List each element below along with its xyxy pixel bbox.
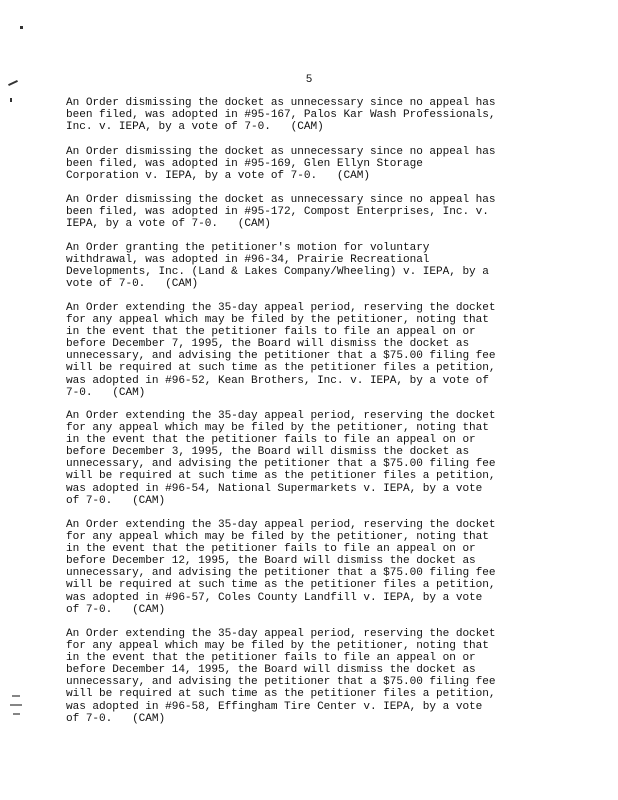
order-paragraph: An Order extending the 35-day appeal period, reserving the docket for any appeal which may be filed by the petitioner, noting that in the event that the petitioner fails to file an appeal on or before December 12, 1995, the Board will dismiss the docket as unnecessary, and advising the petitioner that a $75.00 filing fee will be required at such time as the petitioner files a petition, was adopted in #96-57, Coles County Landfill v. IEPA, by a vote of 7-0. (CAM)	[66, 519, 496, 616]
scan-speck	[13, 713, 20, 715]
order-paragraph: An Order dismissing the docket as unnecessary since no appeal has been filed, was adopted in #95-172, Compost Enterprises, Inc. v. IEPA, by a vote of 7-0. (CAM)	[66, 194, 496, 231]
scan-speck	[10, 98, 12, 102]
order-paragraph: An Order extending the 35-day appeal period, reserving the docket for any appeal which may be filed by the petitioner, noting that in the event that the petitioner fails to file an appeal on or before December 7, 1995, the Board will dismiss the docket as unnecessary, and advising the petitioner that a $75.00 filing fee will be required at such time as the petitioner files a petition, was adopted in #96-52, Kean Brothers, Inc. v. IEPA, by a vote of 7-0. (CAM)	[66, 302, 496, 399]
order-paragraph: An Order dismissing the docket as unnecessary since no appeal has been filed, was adopted in #95-169, Glen Ellyn Storage Corporation v. IEPA, by a vote of 7-0. (CAM)	[66, 146, 496, 183]
page-number: 5	[305, 74, 313, 86]
order-paragraph: An Order extending the 35-day appeal period, reserving the docket for any appeal which may be filed by the petitioner, noting that in the event that the petitioner fails to file an appeal on or before December 3, 1995, the Board will dismiss the docket as unnecessary, and advising the petitioner that a $75.00 filing fee will be required at such time as the petitioner files a petition, was adopted in #96-54, National Supermarkets v. IEPA, by a vote of 7-0. (CAM)	[66, 410, 496, 507]
scan-speck	[12, 695, 20, 697]
scan-speck	[20, 26, 23, 29]
scan-speck	[10, 704, 22, 706]
order-paragraph: An Order dismissing the docket as unnecessary since no appeal has been filed, was adopted in #95-167, Palos Kar Wash Professionals, Inc. v. IEPA, by a vote of 7-0. (CAM)	[66, 97, 496, 134]
order-paragraph: An Order granting the petitioner's motion for voluntary withdrawal, was adopted in #96-34, Prairie Recreational Developments, Inc. (Land & Lakes Company/Wheeling) v. IEPA, by a vote of 7-0. (CAM)	[66, 242, 489, 291]
order-paragraph: An Order extending the 35-day appeal period, reserving the docket for any appeal which may be filed by the petitioner, noting that in the event that the petitioner fails to file an appeal on or before December 14, 1995, the Board will dismiss the docket as unnecessary, and advising the petitioner that a $75.00 filing fee will be required at such time as the petitioner files a petition, was adopted in #96-58, Effingham Tire Center v. IEPA, by a vote of 7-0. (CAM)	[66, 628, 496, 725]
